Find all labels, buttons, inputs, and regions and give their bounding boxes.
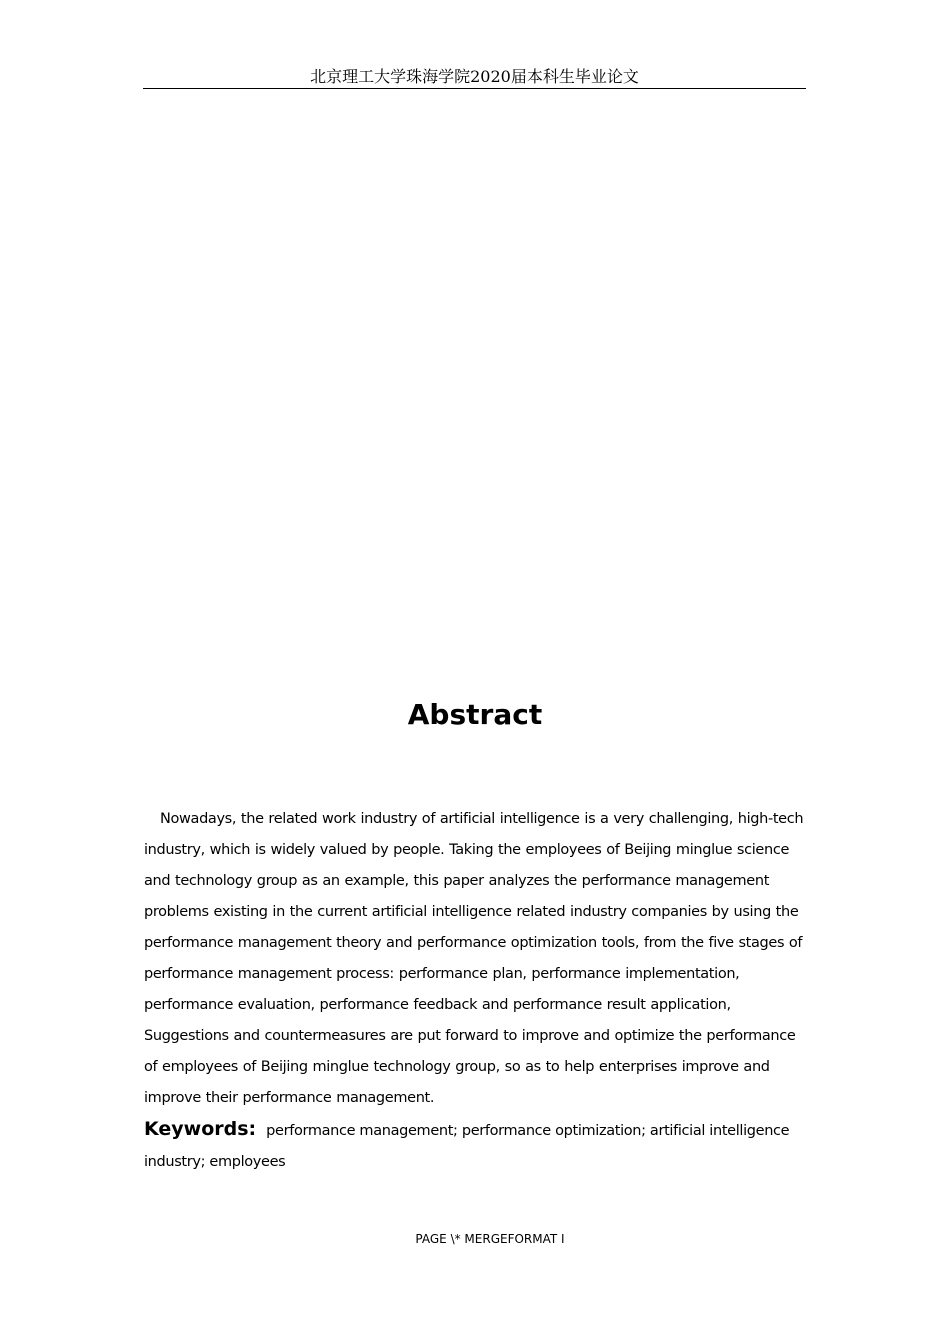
page-footer: PAGE \* MERGEFORMAT I <box>415 1232 565 1246</box>
keywords-paragraph <box>144 1114 810 1178</box>
keywords-text: performance management; performance optimization; artificial intelligence industry; employees <box>144 1123 790 1170</box>
abstract-body: Nowadays, the related work industry of artificial intelligence is a very challenging, high-tech industry, which is widely valued by people. Taking the employees of Beijing minglue science and technology group as an example, this paper analyzes the performance management problems existing in the current artificial intelligence related industry companies by using the performance management theory and performance optimization tools, from the five stages of performance management process: performance plan, performance implementation, performance evaluation, performance feedback and performance result application, Suggestions and countermeasures are put forward to improve and optimize the performance of employees of Beijing minglue technology group, so as to help enterprises improve and improve their performance management. <box>144 811 804 1106</box>
header-title: 北京理工大学珠海学院2020届本科生毕业论文 <box>310 67 639 86</box>
keywords-label: Keywords: <box>144 1118 257 1140</box>
page-header <box>143 64 806 89</box>
abstract-title: Abstract <box>407 698 543 731</box>
